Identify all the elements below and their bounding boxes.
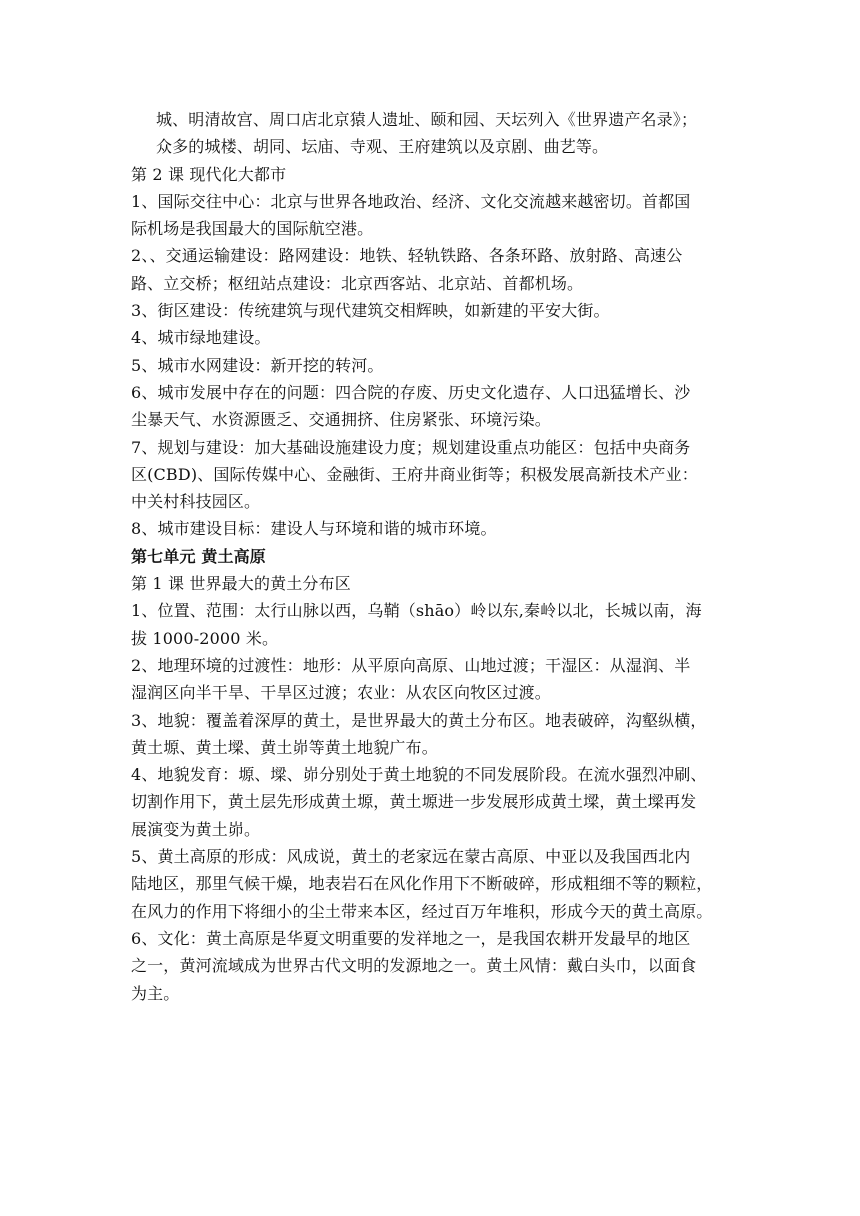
text-line: 之一，黄河流域成为世界古代文明的发源地之一。黄土风情：戴白头巾，以面食 (131, 956, 697, 976)
text-line: 7、规划与建设：加大基础设施建设力度；规划建设重点功能区：包括中央商务 (131, 437, 691, 457)
text-line: 3、街区建设：传统建筑与现代建筑交相辉映，如新建的平安大街。 (131, 301, 610, 321)
text-line: 为主。 (131, 983, 180, 1003)
text-line: 黄土塬、黄土墚、黄土峁等黄土地貌广布。 (131, 737, 438, 757)
text-line: 众多的城楼、胡同、坛庙、寺观、王府建筑以及京剧、曲艺等。 (156, 137, 609, 157)
unit-heading: 第七单元 黄土高原 (131, 546, 266, 566)
text-line: 5、黄土高原的形成：风成说，黄土的老家远在蒙古高原、中亚以及我国西北内 (131, 847, 691, 867)
lesson-heading: 第 2 课 现代化大都市 (131, 164, 287, 184)
text-line: 4、城市绿地建设。 (131, 328, 271, 348)
text-line: 尘暴天气、水资源匮乏、交通拥挤、住房紧张、环境污染。 (131, 410, 551, 430)
text-line: 在风力的作用下将细小的尘土带来本区，经过百万年堆积，形成今天的黄土高原。 (131, 901, 713, 921)
text-line: 区(CBD)、国际传媒中心、金融街、王府井商业街等；积极发展高新技术产业： (131, 464, 698, 484)
text-line: 湿润区向半干旱、干旱区过渡；农业：从农区向牧区过渡。 (131, 683, 551, 703)
text-line: 城、明清故宫、周口店北京猿人遗址、颐和园、天坛列入《世界遗产名录》； (156, 110, 698, 129)
text-line: 4、地貌发育：塬、墚、峁分别处于黄土地貌的不同发展阶段。在流水强烈冲刷、 (131, 765, 707, 785)
text-line: 切割作用下，黄土层先形成黄土塬，黄土塬进一步发展形成黄土墚，黄土墚再发 (131, 792, 697, 812)
document-page (131, 106, 733, 1007)
text-line: 路、立交桥；枢纽站点建设：北京西客站、北京站、首都机场。 (131, 273, 584, 293)
lesson-heading: 第 1 课 世界最大的黄土分布区 (131, 574, 351, 594)
text-line: 5、城市水网建设：新开挖的转河。 (131, 355, 384, 375)
text-line: 3、地貌：覆盖着深厚的黄土，是世界最大的黄土分布区。地表破碎，沟壑纵横， (131, 710, 707, 730)
text-line: 展演变为黄土峁。 (131, 819, 261, 839)
text-line: 2、、交通运输建设：路网建设：地铁、轻轨铁路、各条环路、放射路、高速公 (131, 246, 683, 266)
text-line: 8、城市建设目标：建设人与环境和谐的城市环境。 (131, 519, 497, 539)
text-line: 拔 1000-2000 米。 (131, 628, 279, 648)
text-line: 际机场是我国最大的国际航空港。 (131, 219, 374, 239)
text-line: 1、位置、范围：太行山脉以西，乌鞘（shāo）岭以东,秦岭以北，长城以南，海 (131, 601, 702, 621)
text-line: 陆地区，那里气候干燥，地表岩石在风化作用下不断破碎，形成粗细不等的颗粒， (131, 874, 713, 894)
text-line: 1、国际交往中心：北京与世界各地政治、经济、文化交流越来越密切。首都国 (131, 191, 691, 211)
text-line: 中关村科技园区。 (131, 492, 261, 512)
text-line: 6、城市发展中存在的问题：四合院的存废、历史文化遗存、人口迅猛增长、沙 (131, 382, 691, 402)
text-line: 6、文化：黄土高原是华夏文明重要的发祥地之一，是我国农耕开发最早的地区 (131, 928, 691, 948)
text-line: 2、地理环境的过渡性：地形：从平原向高原、山地过渡；干湿区：从湿润、半 (131, 655, 691, 675)
